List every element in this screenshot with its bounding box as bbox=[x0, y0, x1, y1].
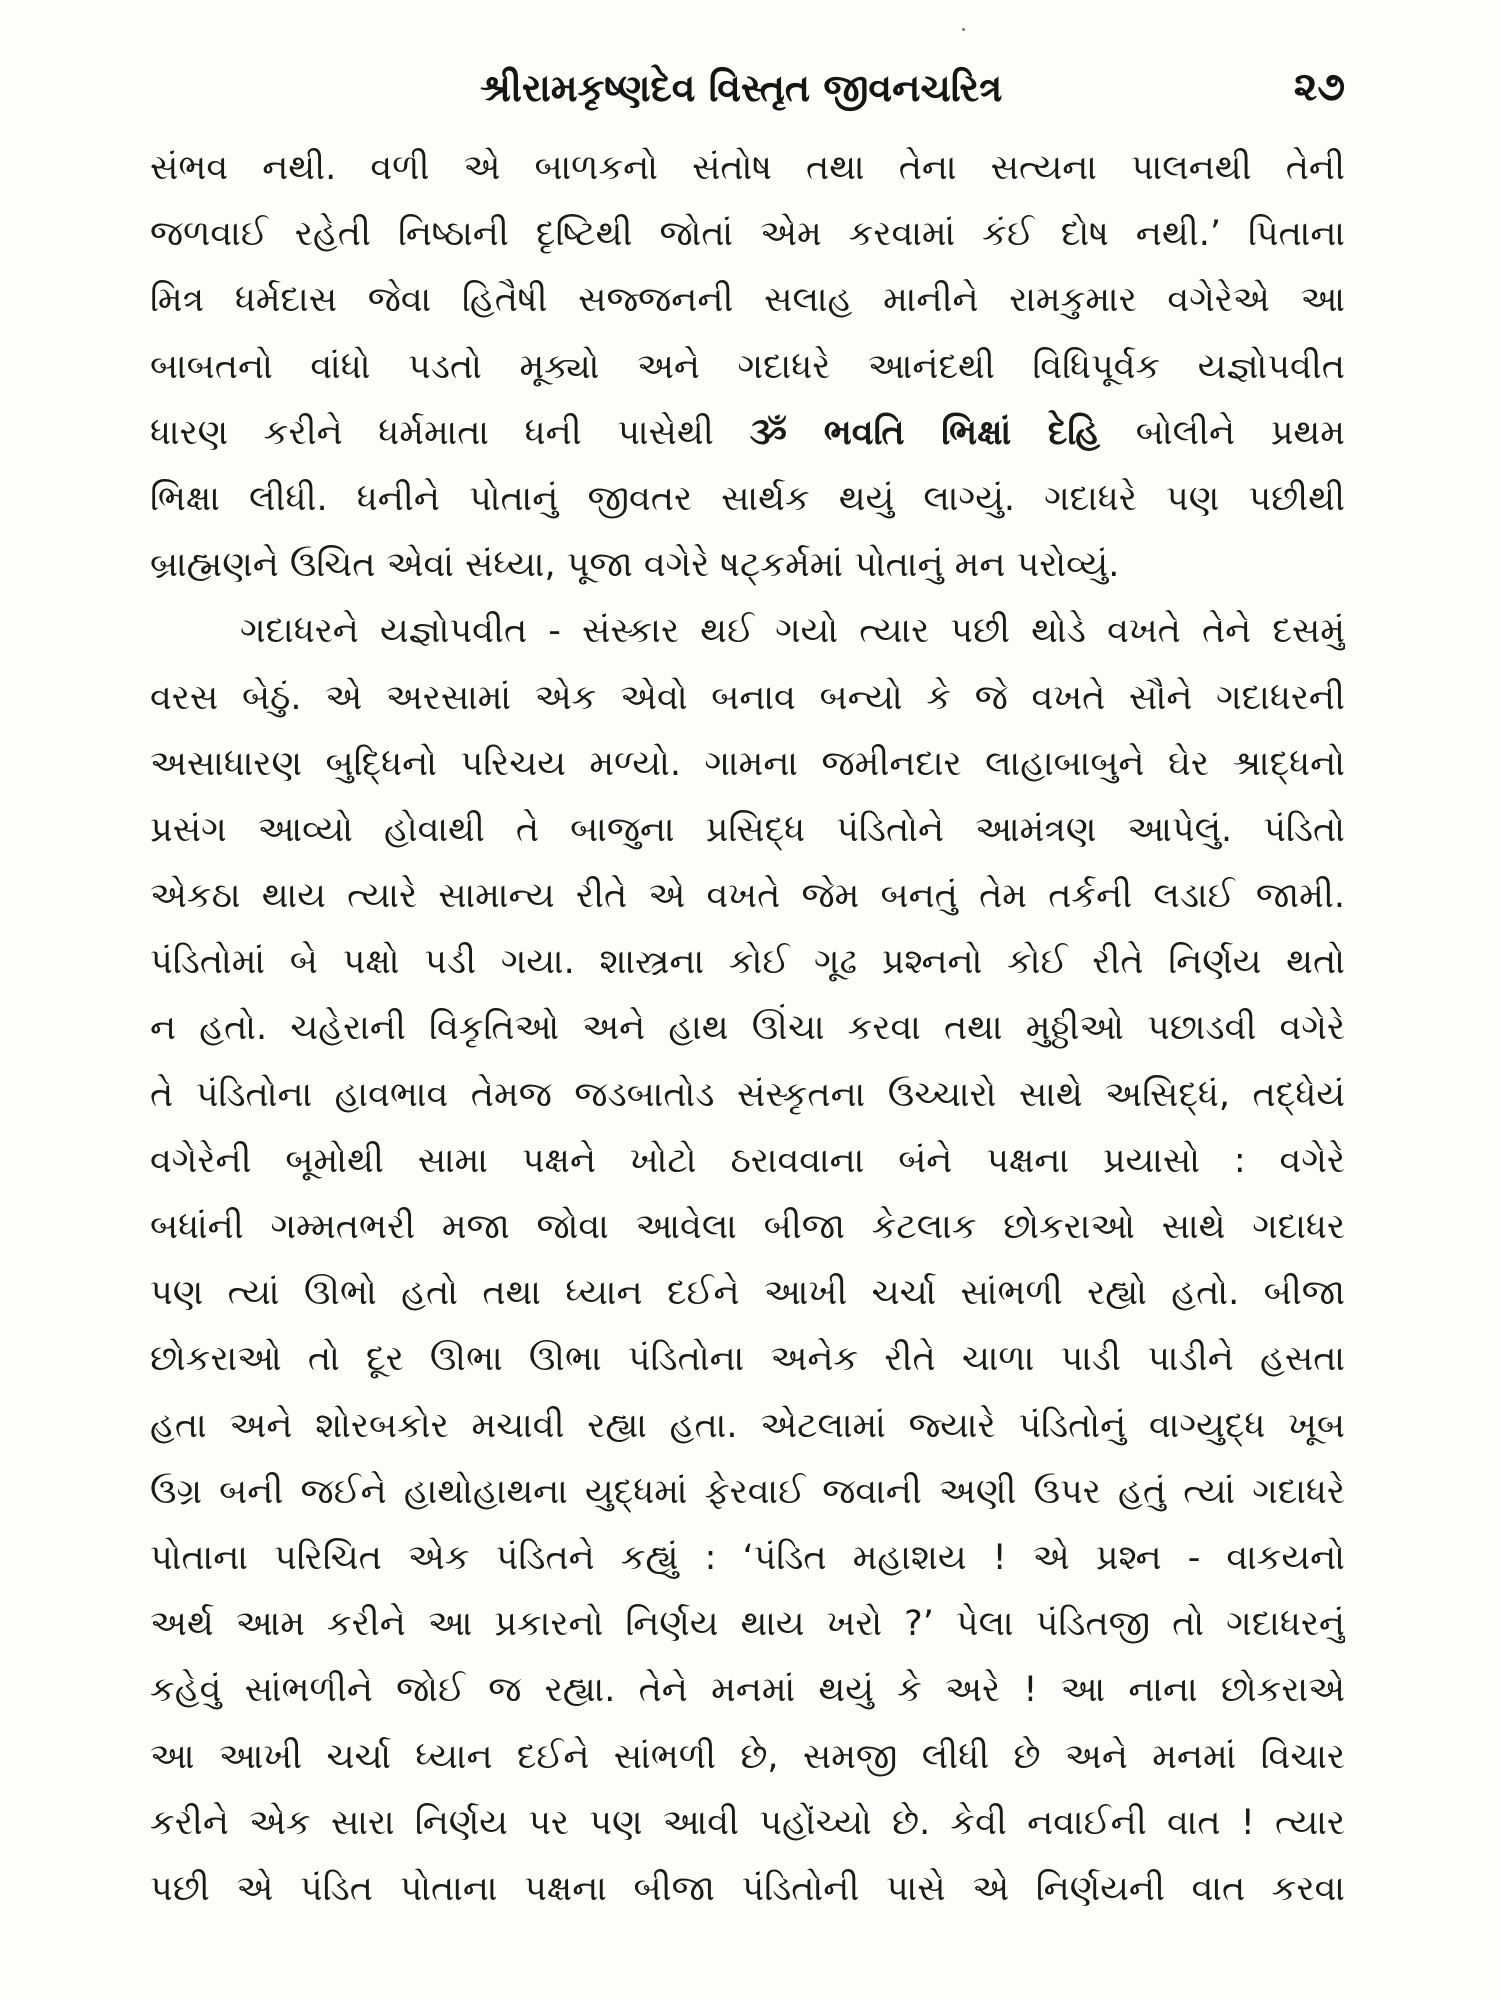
text-line: હતા અને શોરબકોર મચાવી રહ્યા હતા. એટલામાં જ્યારે પંડિતોનું વાગ્યુદ્ધ ખૂબ bbox=[150, 1405, 1345, 1446]
text-line: પણ ત્યાં ઊભો હતો તથા ધ્યાન દઈને આખી ચર્ચા સાંભળી રહ્યો હતો. બીજા bbox=[150, 1273, 1345, 1314]
text-line: છોકરાઓ તો દૂર ઊભા ઊભા પંડિતોના અનેક રીતે ચાળા પાડી પાડીને હસતા bbox=[150, 1339, 1345, 1380]
text-line: જળવાઈ રહેતી નિષ્ઠાની દૃષ્ટિથી જોતાં એમ કરવામાં કંઈ દોષ નથી.’ પિતાના bbox=[150, 214, 1345, 255]
text-line: પછી એ પંડિત પોતાના પક્ષના બીજા પંડિતોની પાસે એ નિર્ણયની વાત કરવા bbox=[150, 1868, 1345, 1909]
text-line: ભિક્ષા લીધી. ધનીને પોતાનું જીવતર સાર્થક થયું લાગ્યું. ગદાધરે પણ પછીથી bbox=[150, 478, 1345, 519]
text-segment: બોલીને પ્રથમ bbox=[1135, 412, 1345, 453]
text-line: તે પંડિતોના હાવભાવ તેમજ જડબાતોડ સંસ્કૃતના ઉચ્ચારો સાથે અસિદ્ધં, તદ્ધેયં bbox=[150, 1074, 1345, 1115]
text-line: કરીને એક સારા નિર્ણય પર પણ આવી પહોંચ્યો છે. કેવી નવાઈની વાત ! ત્યાર bbox=[150, 1802, 1345, 1843]
text-line: પોતાના પરિચિત એક પંડિતને કહ્યું : ‘પંડિત મહાશય ! એ પ્રશ્ન - વાકયનો bbox=[150, 1537, 1345, 1578]
text-line-with-mantra bbox=[150, 400, 1345, 466]
text-line: સંભવ નથી. વળી એ બાળકનો સંતોષ તથા તેના સત્યના પાલનથી તેની bbox=[150, 148, 1345, 188]
text-line: ઉગ્ર બની જઈને હાથોહાથના યુદ્ધમાં ફેરવાઈ જવાની અણી ઉપર હતું ત્યાં ગદાધરે bbox=[150, 1471, 1345, 1512]
text-line: કહેવું સાંભળીને જોઈ જ રહ્યા. તેને મનમાં થયું કે અરે ! આ નાના છોકરાએ bbox=[150, 1670, 1345, 1711]
text-line: અસાધારણ બુદ્ધિનો પરિચય મળ્યો. ગામના જમીનદાર લાહાબાબુને ઘેર શ્રાદ્ધનો bbox=[150, 743, 1345, 784]
paragraph-2 bbox=[150, 598, 1345, 1922]
text-line: ગદાધરને યજ્ઞોપવીત - સંસ્કાર થઈ ગયો ત્યાર પછી થોડે વખતે તેને દસમું bbox=[240, 611, 1345, 652]
text-line: બાબતનો વાંધો પડતો મૂક્યો અને ગદાધરે આનંદથી વિધિપૂર્વક યજ્ઞોપવીત bbox=[150, 346, 1345, 387]
text-line: એકઠા થાય ત્યારે સામાન્ય રીતે એ વખતે જેમ બનતું તેમ તર્કની લડાઈ જામી. bbox=[150, 876, 1345, 917]
body-text bbox=[150, 135, 1345, 1922]
running-title: શ્રીરામકૃષ્ણદેવ વિસ્તૃત જીવનચરિત્ર bbox=[480, 66, 1003, 110]
paragraph-1 bbox=[150, 135, 1345, 598]
text-line: આ આખી ચર્ચા ધ્યાન દઈને સાંભળી છે, સમજી લીધી છે અને મનમાં વિચાર bbox=[150, 1736, 1345, 1777]
text-segment: ધારણ કરીને ધર્મમાતા ધની પાસેથી bbox=[150, 412, 714, 453]
text-line: પ્રસંગ આવ્યો હોવાથી તે બાજુના પ્રસિદ્ધ પંડિતોને આમંત્રણ આપેલું. પંડિતો bbox=[150, 809, 1345, 850]
mantra-bold: ૐ ભવતિ ભિક્ષાં દેહિ bbox=[749, 412, 1101, 453]
text-line: વરસ બેઠું. એ અરસામાં એક એવો બનાવ બન્યો કે જે વખતે સૌને ગદાધરની bbox=[150, 677, 1345, 718]
print-speck bbox=[962, 28, 965, 31]
page-number: ૨૭ bbox=[1293, 64, 1345, 110]
text-line: અર્થ આમ કરીને આ પ્રકારનો નિર્ણય થાય ખરો ?’ પેલા પંડિતજી તો ગદાધરનું bbox=[150, 1604, 1345, 1645]
page-header bbox=[150, 62, 1345, 122]
text-line: વગેરેની બૂમોથી સામા પક્ષને ખોટો ઠરાવવાના બંને પક્ષના પ્રયાસો : વગેરે bbox=[150, 1140, 1345, 1181]
text-line: બ્રાહ્મણને ઉચિત એવાં સંધ્યા, પૂજા વગેરે ષટ્કર્મમાં પોતાનું મન પરોવ્યું. bbox=[150, 545, 1120, 586]
text-line: મિત્ર ધર્મદાસ જેવા હિતૈષી સજ્જનની સલાહ માનીને રામકુમાર વગેરેએ આ bbox=[150, 280, 1345, 321]
text-line: ન હતો. ચહેરાની વિકૃતિઓ અને હાથ ઊંચા કરવા તથા મુઠ્ઠીઓ પછાડવી વગેરે bbox=[150, 1008, 1345, 1049]
text-line: બધાંની ગમ્મતભરી મજા જોવા આવેલા બીજા કેટલાક છોકરાઓ સાથે ગદાધર bbox=[150, 1207, 1345, 1247]
text-line: પંડિતોમાં બે પક્ષો પડી ગયા. શાસ્ત્રના કોઈ ગૂઢ પ્રશ્નનો કોઈ રીતે નિર્ણય થતો bbox=[150, 942, 1345, 983]
